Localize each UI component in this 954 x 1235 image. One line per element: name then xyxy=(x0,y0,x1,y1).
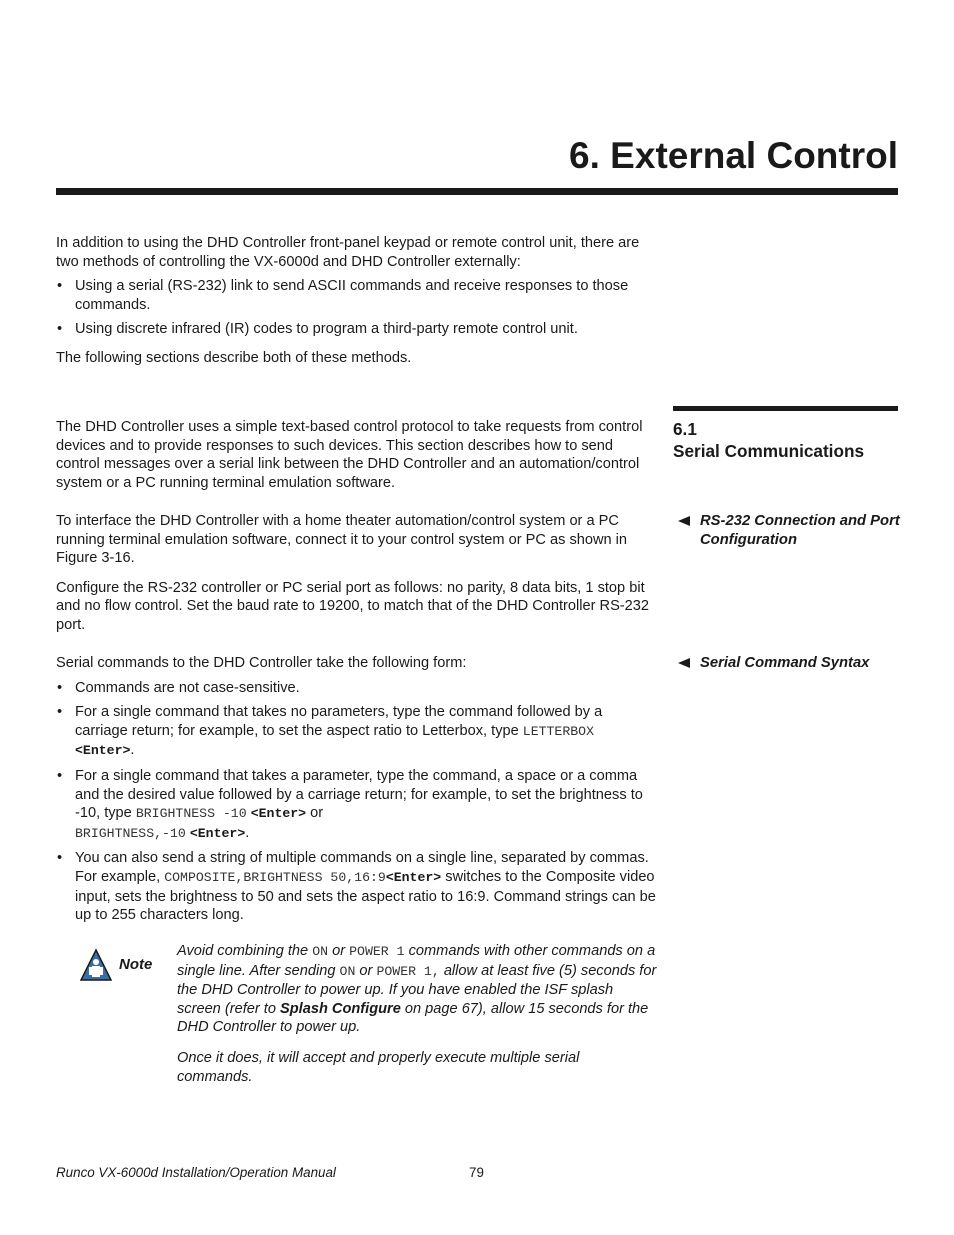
list-item: • You can also send a string of multiple commands on a single line, separated by commas. For example, COMPOSITE,BRIGHTNESS 50,16:9<Enter> switches to the Composite video input, sets the brightness to 50 and sets the aspect ratio to 16:9. Command strings can be up to 255 characters long. xyxy=(56,849,656,924)
footer-page-number: 79 xyxy=(469,1165,484,1180)
list-item: • For a single command that takes no parameters, type the command followed by a carriage return; for example, to set the aspect ratio to Letterbox, type LETTERBOX <Enter>. xyxy=(56,703,656,761)
intro-paragraph: In addition to using the DHD Controller front-panel keypad or remote control unit, there are two methods of controlling the VX-6000d and DHD Controller externally: xyxy=(56,235,640,270)
section-title: Serial Communications xyxy=(673,441,865,461)
note-paragraph-2: Once it does, it will accept and properly execute multiple serial commands. xyxy=(177,1049,580,1085)
arrow-left-icon xyxy=(678,658,690,668)
rs232-block xyxy=(56,512,656,635)
list-item: • For a single command that takes a parameter, type the command, a space or a comma and the desired value followed by a carriage return; for example, to set the brightness to -10, type BRIGHTNESS -10 <Enter> or BRIGHTNESS,-10 <Enter>. xyxy=(56,767,656,843)
footer-manual-title: Runco VX-6000d Installation/Operation Manual xyxy=(56,1165,336,1180)
syntax-intro: Serial commands to the DHD Controller take the following form: xyxy=(56,655,467,671)
note-icon xyxy=(79,948,113,982)
note-block xyxy=(177,942,657,1086)
key-enter: <Enter> xyxy=(250,806,307,822)
rs232-paragraph-2: Configure the RS-232 controller or PC serial port as follows: no parity, 8 data bits, 1 stop bit and no flow control. Set the baud rate to 19200, to match that of the DHD Controller RS-232 port. xyxy=(56,579,650,633)
section-rule xyxy=(673,406,898,411)
syntax-block xyxy=(56,654,656,925)
section-heading xyxy=(673,418,913,462)
intro-bullet-list xyxy=(56,277,656,339)
key-enter: <Enter> xyxy=(385,869,442,885)
note-label: Note xyxy=(119,956,153,973)
list-item: • Using a serial (RS-232) link to send ASCII commands and receive responses to those commands. xyxy=(56,277,656,314)
code-letterbox: LETTERBOX xyxy=(522,723,595,739)
arrow-left-icon xyxy=(678,516,690,526)
code-brightness-comma: BRIGHTNESS,-10 xyxy=(75,825,186,841)
key-enter: <Enter> xyxy=(189,825,246,841)
section-paragraph: The DHD Controller uses a simple text-based control protocol to take requests from control devices and to provide responses to such devices. This section describes how to send control messages over a serial link between the DHD Controller and an automation/control system or a PC running terminal emulation software. xyxy=(56,419,643,491)
chapter-title: 6. External Control xyxy=(569,135,898,176)
rs232-paragraph-1: To interface the DHD Controller with a home theater automation/control system or a PC running terminal emulation software, connect it to your control system or PC as shown in Figure 3-16. xyxy=(56,513,628,567)
rs232-heading-wrap xyxy=(673,512,908,550)
syntax-heading-wrap xyxy=(673,654,908,673)
section-number: 6.1 xyxy=(673,419,697,439)
splash-configure-link[interactable]: Splash Configure xyxy=(280,1000,401,1017)
code-command-string: COMPOSITE,BRIGHTNESS 50,16:9 xyxy=(164,869,386,885)
syntax-heading: Serial Command Syntax xyxy=(673,654,908,673)
intro-closing: The following sections describe both of these methods. xyxy=(56,349,412,366)
rs232-heading: RS-232 Connection and Port Configuration xyxy=(673,512,908,550)
intro-block xyxy=(56,234,656,368)
note-paragraph-1: Avoid combining the ON or POWER 1 commands with other commands on a single line. After sending ON or POWER 1, allow at least five (5) seconds for the DHD Controller to power up. If you have enabled the ISF splash screen (refer to Splash Configure on page 67), allow 15 seconds for the DHD Controller to power up. xyxy=(177,943,657,1036)
list-item: • Using discrete infrared (IR) codes to program a third-party remote control unit. xyxy=(56,320,656,339)
syntax-bullet-list xyxy=(56,679,656,925)
key-enter: <Enter> xyxy=(75,743,131,759)
chapter-rule xyxy=(56,188,898,195)
code-brightness-space: BRIGHTNESS -10 xyxy=(135,806,247,822)
list-item: • Commands are not case-sensitive. xyxy=(56,679,656,698)
